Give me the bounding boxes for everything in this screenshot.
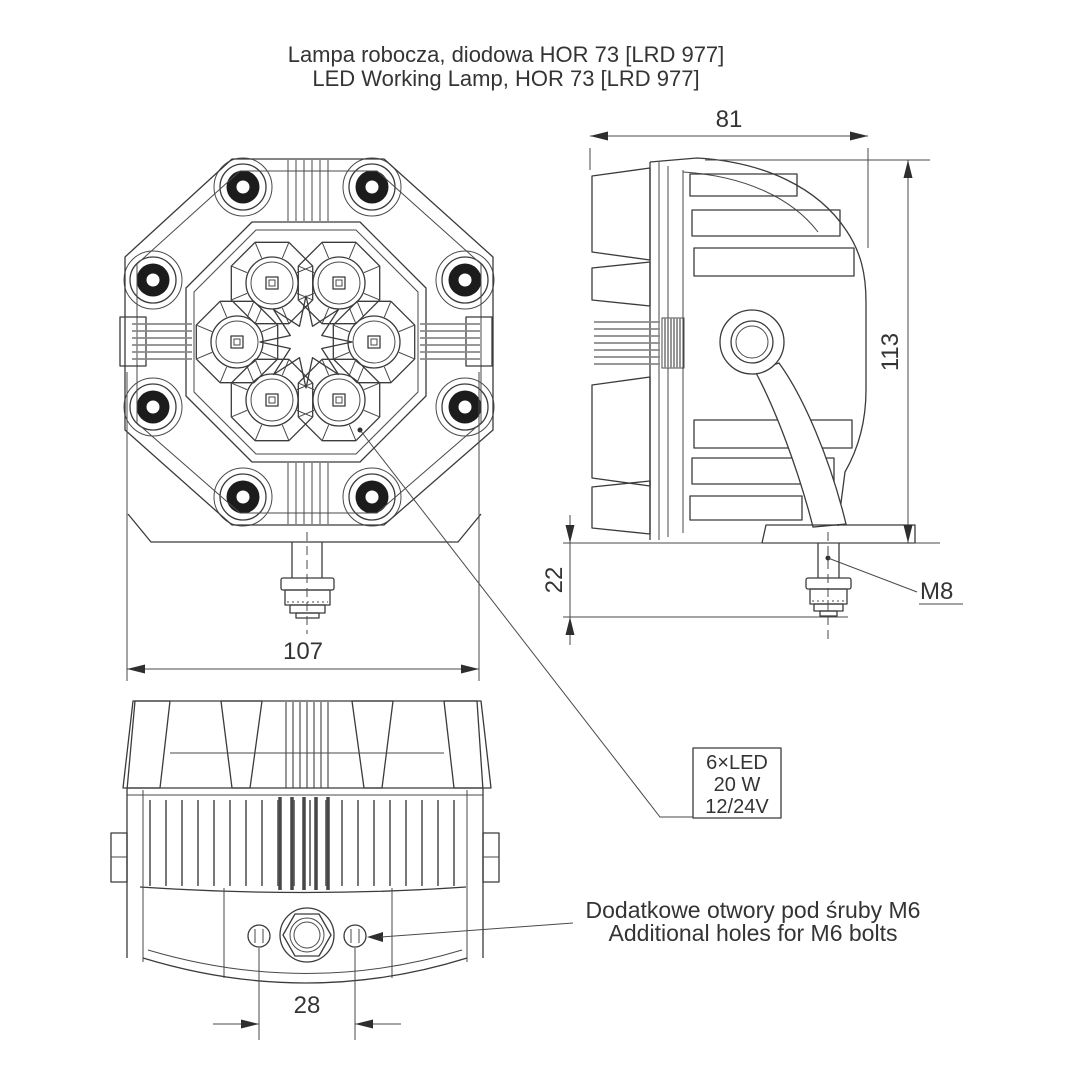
mounting-bolt bbox=[436, 251, 494, 309]
housing-dome-inner bbox=[683, 172, 818, 232]
dimension-stud-length bbox=[541, 515, 575, 645]
dim-value-28: 28 bbox=[293, 992, 321, 1019]
bottom-center-ribs bbox=[286, 701, 328, 788]
bracket-boss bbox=[720, 310, 784, 374]
side-stud bbox=[806, 532, 851, 640]
side-lug-2 bbox=[592, 262, 650, 306]
dim-value-107: 107 bbox=[282, 638, 324, 665]
side-hatch-lines bbox=[665, 318, 680, 368]
heatsink-fins bbox=[150, 797, 454, 890]
side-lug-1 bbox=[592, 168, 650, 260]
led-cell bbox=[231, 242, 312, 323]
led-chip bbox=[266, 394, 278, 406]
corner-bolts bbox=[124, 158, 494, 526]
annotation-line-1: Dodatkowe otwory pod śruby M6 bbox=[585, 897, 921, 923]
dim-value-113: 113 bbox=[877, 332, 904, 372]
bracket-arm bbox=[755, 363, 846, 527]
led-cell bbox=[298, 242, 379, 323]
spec-power: 20 W bbox=[713, 774, 761, 796]
side-view bbox=[563, 158, 940, 640]
top-grooves bbox=[288, 160, 328, 221]
led-cell bbox=[298, 359, 379, 440]
bottom-lug-4 bbox=[444, 701, 491, 788]
led-cluster bbox=[196, 242, 414, 440]
center-star bbox=[260, 296, 352, 388]
mounting-bolt bbox=[124, 251, 182, 309]
front-view bbox=[120, 158, 494, 634]
dimension-side-width bbox=[590, 106, 868, 248]
spec-leader-line bbox=[360, 430, 693, 817]
m6-hole-right bbox=[344, 925, 366, 947]
title-line-2: LED Working Lamp, HOR 73 [LRD 977] bbox=[312, 66, 700, 91]
hex-nut bbox=[280, 908, 334, 962]
bezel-inner-octagon bbox=[194, 230, 418, 454]
led-chip bbox=[368, 336, 380, 348]
side-fins-top bbox=[690, 174, 854, 276]
led-chip bbox=[266, 277, 278, 289]
led-chip bbox=[231, 336, 243, 348]
led-cell bbox=[333, 301, 414, 382]
dim-value-81: 81 bbox=[715, 106, 743, 133]
bracket-foot bbox=[762, 525, 915, 543]
bottom-lug-2 bbox=[221, 701, 262, 788]
mounting-bolt bbox=[436, 378, 494, 436]
mounting-bolt bbox=[124, 378, 182, 436]
led-cell bbox=[196, 301, 277, 382]
dim-value-22: 22 bbox=[541, 566, 568, 594]
led-chip bbox=[333, 394, 345, 406]
side-lug-3 bbox=[592, 377, 650, 486]
front-stud bbox=[281, 532, 334, 634]
bottom-grooves bbox=[288, 463, 328, 524]
annotation-line-2: Additional holes for M6 bolts bbox=[608, 920, 898, 946]
spec-voltage: 12/24V bbox=[705, 796, 769, 818]
callout-m8 bbox=[826, 556, 964, 606]
bottom-lug-1 bbox=[123, 701, 170, 788]
m6-annotation bbox=[367, 897, 920, 946]
left-tab-ribs bbox=[132, 324, 192, 359]
led-chip bbox=[333, 277, 345, 289]
m6-hole-left bbox=[248, 925, 270, 947]
led-cell bbox=[231, 359, 312, 440]
side-lug-4 bbox=[592, 481, 650, 534]
housing-outer-octagon bbox=[125, 159, 493, 525]
right-tab-ribs bbox=[420, 324, 480, 359]
bottom-lug-3 bbox=[352, 701, 393, 788]
bottom-view bbox=[111, 701, 499, 983]
side-connector-ribs bbox=[594, 322, 660, 364]
title-line-1: Lampa robocza, diodowa HOR 73 [LRD 977] bbox=[287, 42, 725, 67]
spec-led-count: 6×LED bbox=[706, 752, 768, 774]
label-m8: M8 bbox=[920, 578, 954, 605]
